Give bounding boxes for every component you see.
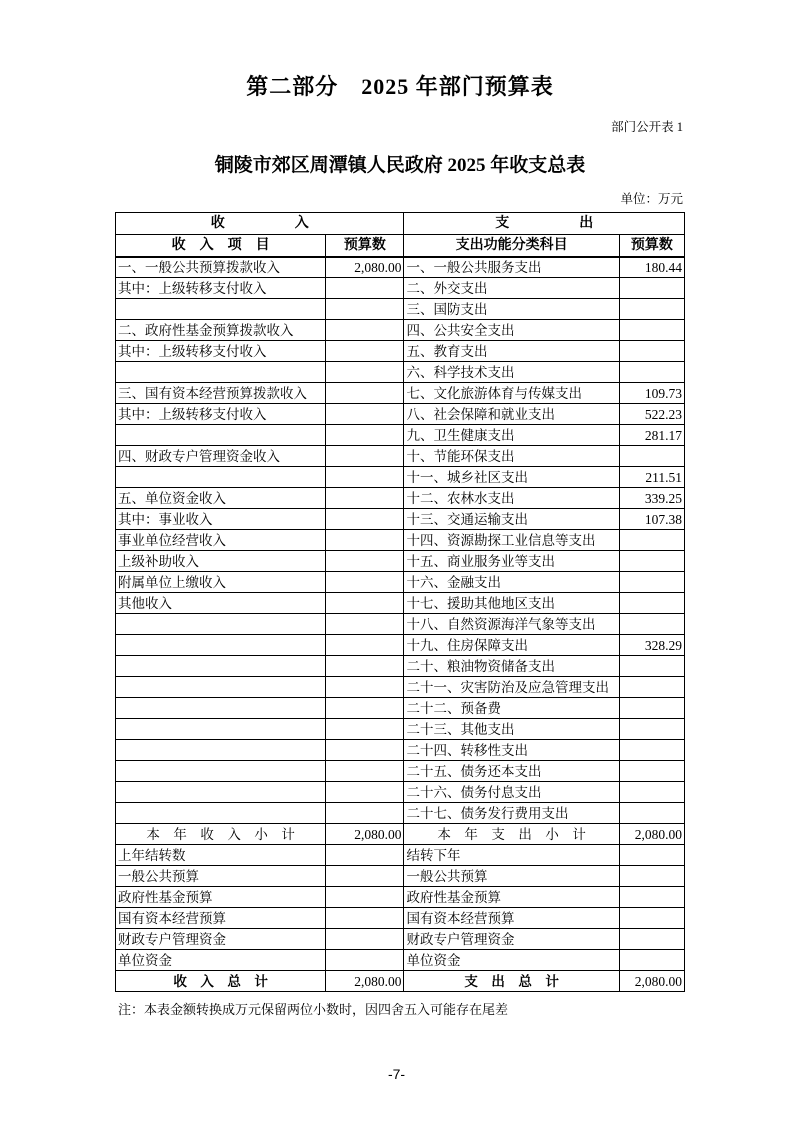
expense-item-cell: 七、文化旅游体育与传媒支出 (404, 383, 619, 404)
table-row (116, 383, 685, 404)
income-amount-cell (326, 929, 404, 950)
expense-item-cell: 五、教育支出 (404, 341, 619, 362)
expense-amount-cell: 2,080.00 (619, 971, 684, 992)
income-amount-cell (326, 404, 404, 425)
income-item-cell (116, 719, 326, 740)
income-item-cell (116, 677, 326, 698)
income-amount-cell (326, 488, 404, 509)
document-page (115, 70, 685, 1018)
expense-item-cell: 十九、住房保障支出 (404, 635, 619, 656)
income-item-cell: 财政专户管理资金 (116, 929, 326, 950)
public-table-label: 部门公开表 1 (611, 120, 683, 134)
income-item-cell (116, 635, 326, 656)
income-item-cell: 其中：上级转移支付收入 (116, 404, 326, 425)
expense-amount-cell (619, 761, 684, 782)
table-row (116, 257, 685, 278)
table-row (116, 614, 685, 635)
income-amount-cell (326, 320, 404, 341)
expense-amount-cell (619, 803, 684, 824)
income-item-cell (116, 740, 326, 761)
income-item-cell: 政府性基金预算 (116, 887, 326, 908)
income-amount-cell (326, 719, 404, 740)
income-item-cell (116, 782, 326, 803)
expense-amount-cell (619, 677, 684, 698)
expense-amount-cell: 107.38 (619, 509, 684, 530)
expense-amount-cell (619, 341, 684, 362)
income-item-cell (116, 698, 326, 719)
income-amount-cell (326, 383, 404, 404)
income-amount-cell (326, 425, 404, 446)
income-item-cell: 其中：事业收入 (116, 509, 326, 530)
expense-amount-cell (619, 845, 684, 866)
table-row (116, 341, 685, 362)
budget-summary-table (115, 212, 685, 992)
expense-item-cell: 十一、城乡社区支出 (404, 467, 619, 488)
table-row (116, 950, 685, 971)
income-item-cell (116, 761, 326, 782)
expense-item-cell: 政府性基金预算 (404, 887, 619, 908)
table-row (116, 593, 685, 614)
income-amount-cell (326, 467, 404, 488)
expense-amount-cell (619, 887, 684, 908)
income-amount-cell (326, 887, 404, 908)
income-amount-cell (326, 782, 404, 803)
expense-amount-cell (619, 446, 684, 467)
expense-item-cell: 十五、商业服务业等支出 (404, 551, 619, 572)
table-row (116, 803, 685, 824)
income-amount-cell (326, 572, 404, 593)
table-row (116, 404, 685, 425)
page-title: 铜陵市郊区周潭镇人民政府 2025 年收支总表 (214, 155, 586, 176)
income-item-cell (116, 425, 326, 446)
income-amount-cell (326, 593, 404, 614)
table-row (116, 320, 685, 341)
expense-item-cell: 二十二、预备费 (404, 698, 619, 719)
expense-item-cell: 单位资金 (404, 950, 619, 971)
expense-item-cell: 本 年 支 出 小 计 (404, 824, 619, 845)
expense-amount-cell (619, 551, 684, 572)
expense-item-cell: 四、公共安全支出 (404, 320, 619, 341)
income-section-header: 收 入 (116, 213, 404, 235)
expense-item-cell: 二十一、灾害防治及应急管理支出 (404, 677, 619, 698)
expense-amount-cell (619, 908, 684, 929)
expense-amount-cell (619, 698, 684, 719)
expense-item-cell: 二十七、债务发行费用支出 (404, 803, 619, 824)
table-row (116, 782, 685, 803)
expense-amount-cell (619, 866, 684, 887)
expense-item-cell: 十六、金融支出 (404, 572, 619, 593)
expense-amount-cell (619, 572, 684, 593)
table-row (116, 677, 685, 698)
expense-item-cell: 十三、交通运输支出 (404, 509, 619, 530)
table-row (116, 425, 685, 446)
income-item-cell: 事业单位经营收入 (116, 530, 326, 551)
expense-amount-cell (619, 719, 684, 740)
column-header-row (116, 235, 685, 257)
income-amount-cell (326, 509, 404, 530)
income-amount-cell (326, 278, 404, 299)
expense-amount-cell (619, 278, 684, 299)
expense-item-cell: 十二、农林水支出 (404, 488, 619, 509)
table-row (116, 761, 685, 782)
table-row (116, 572, 685, 593)
income-amount-cell (326, 908, 404, 929)
income-item-cell: 一、一般公共预算拨款收入 (116, 257, 326, 278)
expense-item-cell: 二十六、债务付息支出 (404, 782, 619, 803)
total-row (116, 971, 685, 992)
expense-item-column-header: 支出功能分类科目 (404, 235, 619, 257)
income-item-cell: 其中：上级转移支付收入 (116, 341, 326, 362)
income-item-cell (116, 656, 326, 677)
table-footnote: 注：本表金额转换成万元保留两位小数时，因四舍五入可能存在尾差 (118, 1002, 509, 1017)
income-item-cell (116, 299, 326, 320)
expense-amount-cell (619, 530, 684, 551)
table-row (116, 887, 685, 908)
table-row (116, 929, 685, 950)
part-title: 第二部分 2025 年部门预算表 (246, 74, 554, 99)
income-item-cell (116, 467, 326, 488)
table-row (116, 908, 685, 929)
page-number: -7- (387, 1066, 406, 1082)
income-amount-cell (326, 614, 404, 635)
section-header-row (116, 213, 685, 235)
income-item-cell: 附属单位上缴收入 (116, 572, 326, 593)
expense-amount-cell (619, 656, 684, 677)
income-item-cell: 其他收入 (116, 593, 326, 614)
expense-item-cell: 八、社会保障和就业支出 (404, 404, 619, 425)
table-row (116, 656, 685, 677)
table-row (116, 299, 685, 320)
income-item-cell: 二、政府性基金预算拨款收入 (116, 320, 326, 341)
expense-item-cell: 一般公共预算 (404, 866, 619, 887)
income-item-cell: 其中：上级转移支付收入 (116, 278, 326, 299)
income-amount-cell: 2,080.00 (326, 257, 404, 278)
income-amount-cell (326, 341, 404, 362)
subtotal-row (116, 824, 685, 845)
expense-amount-cell (619, 929, 684, 950)
table-row (116, 845, 685, 866)
income-amount-cell (326, 845, 404, 866)
expense-item-cell: 结转下年 (404, 845, 619, 866)
income-amount-cell (326, 551, 404, 572)
income-amount-cell: 2,080.00 (326, 971, 404, 992)
expense-item-cell: 国有资本经营预算 (404, 908, 619, 929)
income-amount-cell (326, 761, 404, 782)
table-row (116, 530, 685, 551)
table-row (116, 362, 685, 383)
income-amount-cell (326, 950, 404, 971)
expense-item-cell: 二十四、转移性支出 (404, 740, 619, 761)
expense-item-cell: 二十三、其他支出 (404, 719, 619, 740)
expense-amount-cell (619, 299, 684, 320)
expense-amount-cell: 109.73 (619, 383, 684, 404)
table-row (116, 719, 685, 740)
table-row (116, 278, 685, 299)
income-item-column-header: 收 入 项 目 (116, 235, 326, 257)
expense-item-cell: 十七、援助其他地区支出 (404, 593, 619, 614)
expense-amount-cell (619, 362, 684, 383)
table-row (116, 635, 685, 656)
income-item-cell: 单位资金 (116, 950, 326, 971)
income-amount-cell (326, 698, 404, 719)
income-amount-cell (326, 803, 404, 824)
expense-item-cell: 六、科学技术支出 (404, 362, 619, 383)
table-row (116, 866, 685, 887)
expense-amount-cell (619, 782, 684, 803)
income-item-cell: 上级补助收入 (116, 551, 326, 572)
expense-item-cell: 二十五、债务还本支出 (404, 761, 619, 782)
income-item-cell: 一般公共预算 (116, 866, 326, 887)
expense-amount-cell: 522.23 (619, 404, 684, 425)
expense-item-cell: 二十、粮油物资储备支出 (404, 656, 619, 677)
expense-budget-column-header: 预算数 (619, 235, 684, 257)
income-budget-column-header: 预算数 (326, 235, 404, 257)
expense-amount-cell: 281.17 (619, 425, 684, 446)
income-item-cell (116, 803, 326, 824)
income-item-cell: 上年结转数 (116, 845, 326, 866)
expense-amount-cell (619, 320, 684, 341)
table-row (116, 488, 685, 509)
expense-item-cell: 一、一般公共服务支出 (404, 257, 619, 278)
expense-item-cell: 支 出 总 计 (404, 971, 619, 992)
expense-item-cell: 三、国防支出 (404, 299, 619, 320)
income-amount-cell: 2,080.00 (326, 824, 404, 845)
income-amount-cell (326, 677, 404, 698)
income-item-cell: 本 年 收 入 小 计 (116, 824, 326, 845)
expense-item-cell: 十四、资源勘探工业信息等支出 (404, 530, 619, 551)
income-amount-cell (326, 866, 404, 887)
expense-section-header: 支 出 (404, 213, 685, 235)
expense-amount-cell: 180.44 (619, 257, 684, 278)
income-item-cell: 国有资本经营预算 (116, 908, 326, 929)
table-row (116, 698, 685, 719)
table-row (116, 509, 685, 530)
budget-table-body (116, 257, 685, 992)
table-row (116, 467, 685, 488)
income-amount-cell (326, 299, 404, 320)
income-item-cell: 收 入 总 计 (116, 971, 326, 992)
income-amount-cell (326, 635, 404, 656)
expense-item-cell: 二、外交支出 (404, 278, 619, 299)
income-item-cell (116, 614, 326, 635)
expense-item-cell: 十八、自然资源海洋气象等支出 (404, 614, 619, 635)
income-item-cell: 五、单位资金收入 (116, 488, 326, 509)
income-amount-cell (326, 362, 404, 383)
expense-amount-cell: 328.29 (619, 635, 684, 656)
expense-amount-cell: 339.25 (619, 488, 684, 509)
income-item-cell (116, 362, 326, 383)
expense-amount-cell (619, 950, 684, 971)
expense-item-cell: 十、节能环保支出 (404, 446, 619, 467)
table-row (116, 551, 685, 572)
expense-item-cell: 九、卫生健康支出 (404, 425, 619, 446)
expense-amount-cell: 2,080.00 (619, 824, 684, 845)
table-row (116, 740, 685, 761)
expense-item-cell: 财政专户管理资金 (404, 929, 619, 950)
expense-amount-cell (619, 614, 684, 635)
expense-amount-cell: 211.51 (619, 467, 684, 488)
income-amount-cell (326, 656, 404, 677)
income-item-cell: 四、财政专户管理资金收入 (116, 446, 326, 467)
income-amount-cell (326, 446, 404, 467)
income-amount-cell (326, 530, 404, 551)
income-amount-cell (326, 740, 404, 761)
expense-amount-cell (619, 740, 684, 761)
unit-note: 单位：万元 (620, 192, 683, 206)
table-row (116, 446, 685, 467)
expense-amount-cell (619, 593, 684, 614)
income-item-cell: 三、国有资本经营预算拨款收入 (116, 383, 326, 404)
